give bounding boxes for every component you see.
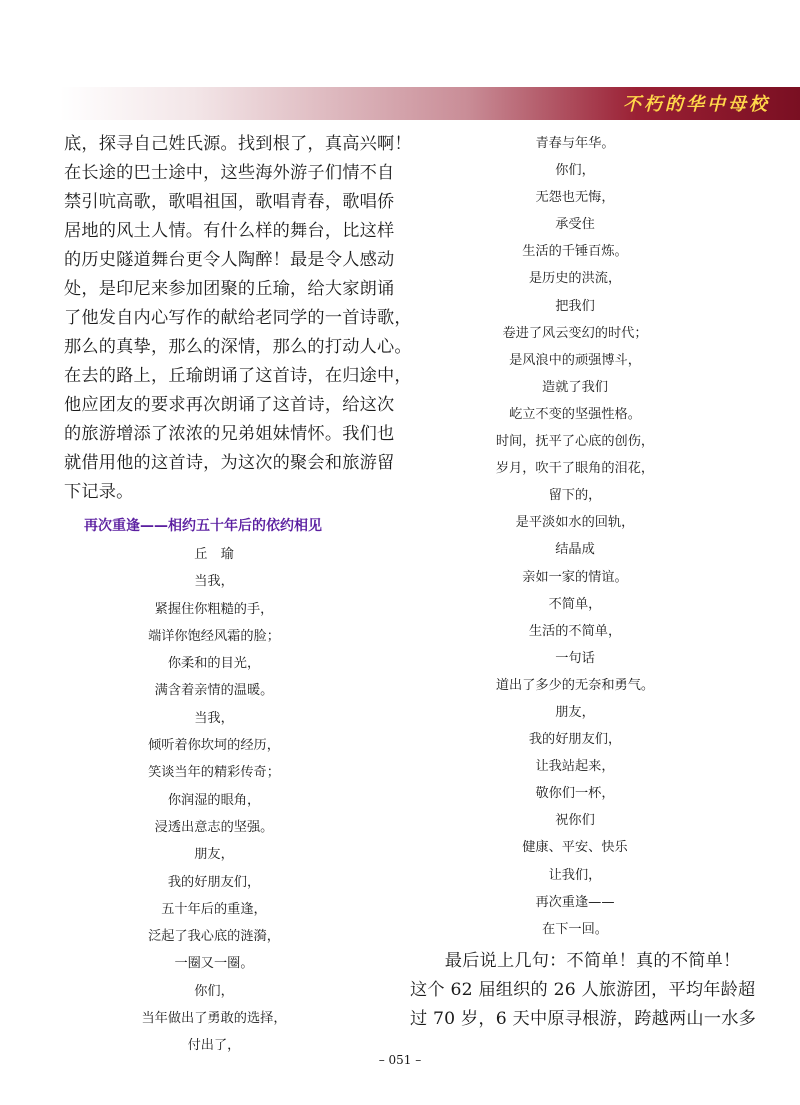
closing-paragraph: [410, 947, 756, 1034]
poem-line: 生活的千锤百炼。: [522, 244, 628, 260]
poem-line: 健康、平安、快乐: [522, 840, 628, 856]
poem-part-1: [64, 541, 364, 1060]
poem-line: 一句话: [555, 650, 595, 666]
poem-line: 让我站起来，: [535, 759, 615, 775]
page-number: – 051 –: [378, 1053, 422, 1067]
poem-line: 丘 瑜: [194, 547, 234, 562]
left-column: [64, 130, 414, 1060]
text-line: 就借用他的这首诗，为这次的聚会和旅游留: [64, 453, 395, 473]
poem-line: 敬你们一杯，: [535, 786, 615, 802]
poem-line: 无怨也无悔，: [535, 190, 615, 206]
poem-line: 紧握住你粗糙的手，: [154, 601, 274, 617]
poem-line: 朋友，: [194, 847, 234, 863]
poem-line: 不简单，: [548, 596, 602, 612]
poem-line: 朋友，: [555, 704, 595, 720]
poem-line: 亲如一家的情谊。: [522, 569, 628, 585]
poem-line: 是平淡如水的回轨，: [515, 515, 635, 531]
text-line: 的历史隧道舞台更令人陶醉！最是令人感动: [64, 250, 395, 270]
poem-line: 一圈又一圈。: [174, 956, 254, 972]
poem-line: 当我，: [194, 574, 234, 590]
text-line: 那么的真挚，那么的深情，那么的打动人心。: [64, 337, 412, 357]
poem-line: 时间，抚平了心底的创伤，: [495, 434, 655, 450]
poem-line: 笑谈当年的精彩传奇；: [148, 765, 280, 781]
text-line: 的旅游增添了浓浓的兄弟姐妹情怀。我们也: [64, 424, 395, 444]
running-header-title: 不朽的华中母校: [623, 94, 770, 115]
poem-line: 在下一回。: [542, 921, 608, 937]
section-title: 再次重逢——相约五十年后的依约相见: [84, 518, 322, 534]
poem-line: 岁月，吹干了眼角的泪花，: [495, 461, 655, 477]
poem-line: 是风浪中的顽强博斗，: [509, 352, 641, 368]
poem-line: 端详你饱经风霜的脸；: [148, 628, 280, 644]
poem-line: 再次重逢——: [535, 894, 615, 910]
text-line: 他应团友的要求再次朗诵了这首诗，给这次: [64, 395, 395, 415]
poem-line: 付出了，: [187, 1038, 241, 1054]
text-line: 了他发自内心写作的献给老同学的一首诗歌，: [64, 308, 412, 328]
text-line: 最后说上几句：不简单！真的不简单！: [410, 950, 741, 971]
poem-line: 你们，: [555, 163, 595, 179]
poem-line: 让我们，: [548, 867, 602, 883]
poem-line: 你们，: [194, 983, 234, 999]
poem-line: 青春与年华。: [535, 136, 615, 151]
poem-line: 道出了多少的无奈和勇气。: [495, 677, 655, 693]
poem-line: 留下的，: [548, 488, 602, 504]
text-line: 居地的风土人情。有什么样的舞台，比这样: [64, 221, 395, 241]
poem-line: 屹立不变的坚强性格。: [509, 406, 641, 422]
poem-line: 结晶成: [555, 542, 595, 558]
poem-line: 我的好朋友们，: [167, 874, 261, 890]
text-line: 过 70 岁，6 天中原寻根游，跨越两山一水多: [410, 1008, 756, 1029]
poem-line: 我的好朋友们，: [528, 732, 622, 748]
poem-line: 泛起了我心底的涟漪，: [148, 929, 280, 945]
poem-line: 你润湿的眼角，: [167, 792, 261, 808]
right-column: [410, 130, 756, 1034]
text-line: 底，探寻自己姓氏源。找到根了，真高兴啊！: [64, 134, 412, 154]
poem-line: 你柔和的目光，: [167, 656, 261, 672]
poem-line: 倾听着你坎坷的经历，: [148, 738, 280, 754]
text-line: 禁引吭高歌，歌唱祖国，歌唱青春，歌唱侨: [64, 192, 395, 212]
text-line: 在长途的巴士途中，这些海外游子们情不自: [64, 163, 395, 183]
text-line: 在去的路上，丘瑜朗诵了这首诗，在归途中，: [64, 366, 412, 386]
poem-line: 五十年后的重逢，: [161, 901, 267, 917]
text-line: 下记录。: [64, 482, 134, 502]
poem-line: 当年做出了勇敢的选择，: [141, 1011, 287, 1027]
poem-line: 生活的不简单，: [528, 623, 622, 639]
poem-line: 造就了我们: [542, 379, 608, 395]
text-line: 处，是印尼来参加团聚的丘瑜，给大家朗诵: [64, 279, 395, 299]
poem-part-2: [410, 130, 740, 943]
poem-line: 卷进了风云变幻的时代；: [502, 325, 648, 341]
poem-line: 祝你们: [555, 813, 595, 829]
intro-paragraph: [64, 130, 414, 507]
text-line: 这个 62 届组织的 26 人旅游团，平均年龄超: [410, 979, 756, 1000]
poem-line: 满含着亲情的温暖。: [154, 683, 274, 699]
poem-line: 承受住: [555, 217, 595, 233]
poem-line: 是历史的洪流，: [528, 271, 622, 287]
poem-line: 当我，: [194, 710, 234, 726]
poem-line: 把我们: [555, 298, 595, 314]
poem-line: 浸透出意志的坚强。: [154, 819, 274, 835]
